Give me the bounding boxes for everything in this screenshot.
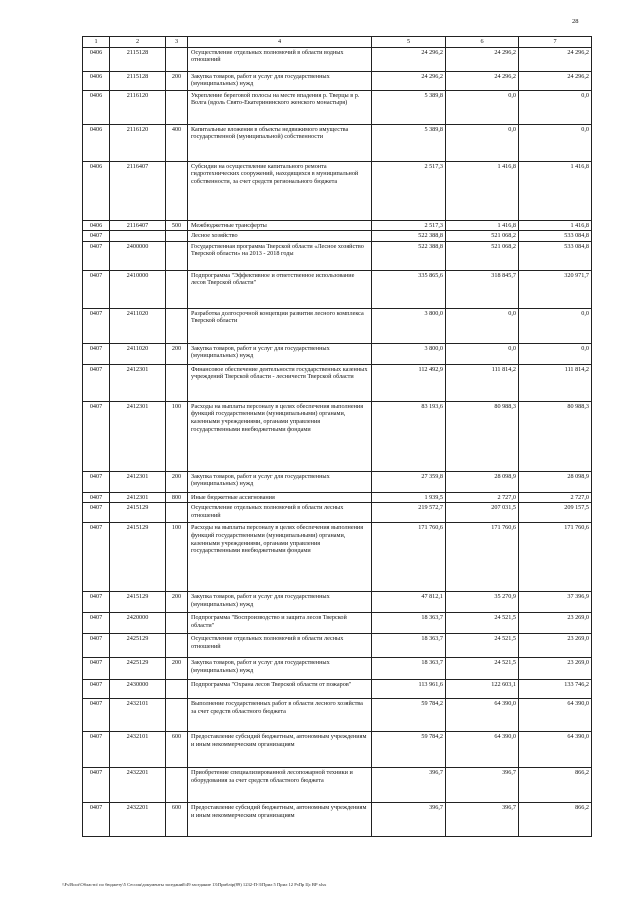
row-value-6-cell: 318 845,7: [446, 270, 519, 308]
row-type-cell: 200: [166, 71, 188, 90]
row-value-5-cell: 1 939,5: [372, 492, 446, 503]
file-path-footer: \\Fs\Boot\Области\ по бюджету\5 Сессия\документы заседаний\49 заседание 13\Приблiр(89) 1232-П-3\Прил 5 Прил 12 РзПр Цс ВР xlsx: [62, 882, 327, 887]
row-code-cell: 0407: [83, 270, 110, 308]
row-code-cell: 0407: [83, 680, 110, 699]
row-value-5-cell: 27 359,8: [372, 471, 446, 492]
row-value-7-cell: 23 269,0: [519, 658, 592, 680]
row-article-cell: 2411020: [110, 343, 166, 364]
header-cell: 3: [166, 37, 188, 48]
row-value-7-cell: 866,2: [519, 768, 592, 803]
row-name-cell: Приобретение специализированной лесопожарной техники и оборудования за счет средств областного бюджета: [188, 768, 372, 803]
table-row: [83, 492, 592, 503]
row-article-cell: 2410000: [110, 270, 166, 308]
row-type-cell: [166, 503, 188, 523]
table-row: [83, 768, 592, 803]
row-name-cell: Закупка товаров, работ и услуг для государственных (муниципальных) нужд: [188, 71, 372, 90]
row-type-cell: [166, 270, 188, 308]
row-code-cell: 0407: [83, 492, 110, 503]
row-name-cell: Предоставление субсидий бюджетным, автономным учреждениям и иным некоммерческим организациям: [188, 803, 372, 837]
row-type-cell: [166, 364, 188, 401]
row-value-5-cell: 112 492,9: [372, 364, 446, 401]
row-article-cell: 2430000: [110, 680, 166, 699]
table-row: [83, 503, 592, 523]
row-code-cell: 0407: [83, 343, 110, 364]
row-value-5-cell: 171 760,6: [372, 523, 446, 592]
row-type-cell: [166, 161, 188, 220]
row-name-cell: Осуществление отдельных полномочий в области водных отношений: [188, 47, 372, 71]
row-value-5-cell: 219 572,7: [372, 503, 446, 523]
row-code-cell: 0407: [83, 699, 110, 732]
row-value-7-cell: 80 988,3: [519, 401, 592, 471]
row-article-cell: 2425129: [110, 634, 166, 658]
row-code-cell: 0407: [83, 471, 110, 492]
table-row: [83, 634, 592, 658]
row-value-5-cell: 24 296,2: [372, 47, 446, 71]
row-value-5-cell: 5 389,8: [372, 90, 446, 124]
row-article-cell: 2432101: [110, 699, 166, 732]
row-value-6-cell: 0,0: [446, 343, 519, 364]
row-value-7-cell: 0,0: [519, 90, 592, 124]
table-row: [83, 231, 592, 242]
row-value-5-cell: 2 517,3: [372, 161, 446, 220]
row-value-5-cell: 396,7: [372, 768, 446, 803]
row-value-7-cell: 23 269,0: [519, 613, 592, 634]
row-value-7-cell: 533 084,8: [519, 241, 592, 270]
row-value-6-cell: 521 068,2: [446, 241, 519, 270]
row-name-cell: Государственная программа Тверской области «Лесное хозяйство Тверской области» на 2013 - 2018 годы: [188, 241, 372, 270]
row-value-5-cell: 18 363,7: [372, 658, 446, 680]
header-cell: 2: [110, 37, 166, 48]
row-value-6-cell: 28 098,9: [446, 471, 519, 492]
table-row: [83, 47, 592, 71]
table-row: [83, 592, 592, 613]
row-article-cell: 2432201: [110, 768, 166, 803]
row-article-cell: 2412301: [110, 492, 166, 503]
row-value-5-cell: 59 784,2: [372, 732, 446, 768]
header-cell: 6: [446, 37, 519, 48]
table-row: [83, 471, 592, 492]
row-value-6-cell: 2 727,0: [446, 492, 519, 503]
table-row: [83, 124, 592, 161]
row-value-6-cell: 24 521,5: [446, 658, 519, 680]
row-value-6-cell: 122 603,1: [446, 680, 519, 699]
row-value-6-cell: 24 521,5: [446, 613, 519, 634]
row-article-cell: 2116407: [110, 161, 166, 220]
row-value-7-cell: 133 746,2: [519, 680, 592, 699]
table-row: [83, 364, 592, 401]
row-code-cell: 0407: [83, 231, 110, 242]
row-value-5-cell: 113 961,6: [372, 680, 446, 699]
row-type-cell: 200: [166, 343, 188, 364]
row-type-cell: [166, 680, 188, 699]
row-article-cell: 2412301: [110, 401, 166, 471]
row-type-cell: [166, 90, 188, 124]
row-value-7-cell: 111 814,2: [519, 364, 592, 401]
header-cell: 4: [188, 37, 372, 48]
row-name-cell: Закупка товаров, работ и услуг для государственных (муниципальных) нужд: [188, 592, 372, 613]
row-code-cell: 0406: [83, 220, 110, 231]
row-value-6-cell: 24 296,2: [446, 71, 519, 90]
row-name-cell: Подпрограмма "Воспроизводство и защита лесов Тверской области": [188, 613, 372, 634]
row-value-7-cell: 866,2: [519, 803, 592, 837]
row-type-cell: 200: [166, 592, 188, 613]
row-value-6-cell: 396,7: [446, 803, 519, 837]
row-value-6-cell: 24 521,5: [446, 634, 519, 658]
row-type-cell: 100: [166, 523, 188, 592]
row-value-7-cell: 171 760,6: [519, 523, 592, 592]
row-value-6-cell: 0,0: [446, 90, 519, 124]
row-article-cell: 2425129: [110, 658, 166, 680]
header-cell: 5: [372, 37, 446, 48]
row-article-cell: 2412301: [110, 364, 166, 401]
row-value-6-cell: 111 814,2: [446, 364, 519, 401]
row-code-cell: 0406: [83, 161, 110, 220]
row-code-cell: 0407: [83, 803, 110, 837]
row-article-cell: 2411020: [110, 308, 166, 343]
row-name-cell: Разработка долгосрочной концепции развития лесного комплекса Тверской области: [188, 308, 372, 343]
row-value-6-cell: 207 031,5: [446, 503, 519, 523]
row-value-5-cell: 3 800,0: [372, 343, 446, 364]
table-row: [83, 161, 592, 220]
row-name-cell: Подпрограмма "Эффективное и ответственное использование лесов Тверской области": [188, 270, 372, 308]
row-value-6-cell: 35 270,9: [446, 592, 519, 613]
row-value-7-cell: 209 157,5: [519, 503, 592, 523]
row-type-cell: 800: [166, 492, 188, 503]
table-row: [83, 803, 592, 837]
row-value-6-cell: 1 416,8: [446, 161, 519, 220]
row-value-7-cell: 1 416,8: [519, 161, 592, 220]
row-value-5-cell: 2 517,3: [372, 220, 446, 231]
row-article-cell: 2116120: [110, 124, 166, 161]
row-type-cell: 200: [166, 471, 188, 492]
row-article-cell: 2115128: [110, 71, 166, 90]
row-value-6-cell: 80 988,3: [446, 401, 519, 471]
row-code-cell: 0407: [83, 658, 110, 680]
row-name-cell: Лесное хозяйство: [188, 231, 372, 242]
row-type-cell: 100: [166, 401, 188, 471]
row-code-cell: 0406: [83, 90, 110, 124]
row-article-cell: 2116120: [110, 90, 166, 124]
row-value-6-cell: 64 390,0: [446, 732, 519, 768]
table-row: [83, 523, 592, 592]
row-value-7-cell: 28 098,9: [519, 471, 592, 492]
table-row: [83, 90, 592, 124]
row-code-cell: 0407: [83, 634, 110, 658]
row-value-6-cell: 24 296,2: [446, 47, 519, 71]
table-row: [83, 308, 592, 343]
row-type-cell: 400: [166, 124, 188, 161]
row-code-cell: 0407: [83, 364, 110, 401]
row-value-7-cell: 23 269,0: [519, 634, 592, 658]
row-article-cell: 2415129: [110, 503, 166, 523]
table-row: [83, 401, 592, 471]
row-value-7-cell: 24 296,2: [519, 71, 592, 90]
row-code-cell: 0407: [83, 592, 110, 613]
row-name-cell: Закупка товаров, работ и услуг для государственных (муниципальных) нужд: [188, 658, 372, 680]
row-value-5-cell: 522 388,8: [372, 241, 446, 270]
table-row: [83, 220, 592, 231]
row-value-6-cell: 521 068,2: [446, 231, 519, 242]
row-type-cell: 200: [166, 658, 188, 680]
row-code-cell: 0407: [83, 523, 110, 592]
row-type-cell: [166, 231, 188, 242]
row-code-cell: 0406: [83, 47, 110, 71]
row-code-cell: 0406: [83, 71, 110, 90]
table-row: [83, 699, 592, 732]
row-type-cell: [166, 308, 188, 343]
row-article-cell: 2400000: [110, 241, 166, 270]
row-value-6-cell: 64 390,0: [446, 699, 519, 732]
row-value-7-cell: 2 727,0: [519, 492, 592, 503]
row-name-cell: Укрепление береговой полосы на месте впадения р. Тверцы в р. Волга (вдоль Свято-Екатерининского женского монастыря): [188, 90, 372, 124]
row-article-cell: 2116407: [110, 220, 166, 231]
row-name-cell: Субсидии на осуществление капитального ремонта гидротехнических сооружений, находящихся в муниципальной собственности, за счет средств регионального бюджета: [188, 161, 372, 220]
table-row: [83, 71, 592, 90]
row-value-6-cell: 396,7: [446, 768, 519, 803]
row-value-5-cell: 522 388,8: [372, 231, 446, 242]
budget-table: [82, 36, 592, 837]
row-value-5-cell: 5 389,8: [372, 124, 446, 161]
row-name-cell: Закупка товаров, работ и услуг для государственных (муниципальных) нужд: [188, 343, 372, 364]
row-value-5-cell: 83 193,6: [372, 401, 446, 471]
table-row: [83, 658, 592, 680]
row-value-6-cell: 0,0: [446, 308, 519, 343]
row-code-cell: 0407: [83, 401, 110, 471]
row-article-cell: 2420000: [110, 613, 166, 634]
row-value-5-cell: 59 784,2: [372, 699, 446, 732]
row-value-5-cell: 47 812,1: [372, 592, 446, 613]
row-value-5-cell: 3 800,0: [372, 308, 446, 343]
row-name-cell: Расходы на выплаты персоналу в целях обеспечения выполнения функций государственными (муниципальными) органами, казенными учреждениями, органами управления государственными внебюджетными фондами: [188, 523, 372, 592]
row-value-7-cell: 64 390,0: [519, 732, 592, 768]
row-type-cell: 600: [166, 732, 188, 768]
row-code-cell: 0407: [83, 241, 110, 270]
row-value-5-cell: 18 363,7: [372, 613, 446, 634]
row-value-7-cell: 24 296,2: [519, 47, 592, 71]
row-value-6-cell: 1 416,8: [446, 220, 519, 231]
row-code-cell: 0407: [83, 732, 110, 768]
row-name-cell: Межбюджетные трансферты: [188, 220, 372, 231]
row-article-cell: [110, 231, 166, 242]
row-code-cell: 0407: [83, 503, 110, 523]
row-article-cell: 2412301: [110, 471, 166, 492]
row-type-cell: [166, 699, 188, 732]
table-row: [83, 680, 592, 699]
row-name-cell: Предоставление субсидий бюджетным, автономным учреждениям и иным некоммерческим организациям: [188, 732, 372, 768]
row-value-7-cell: 64 390,0: [519, 699, 592, 732]
header-cell: 1: [83, 37, 110, 48]
row-article-cell: 2432101: [110, 732, 166, 768]
row-value-6-cell: 0,0: [446, 124, 519, 161]
page-number: 28: [572, 18, 579, 25]
row-type-cell: [166, 47, 188, 71]
row-article-cell: 2415129: [110, 523, 166, 592]
row-value-5-cell: 24 296,2: [372, 71, 446, 90]
row-value-7-cell: 320 971,7: [519, 270, 592, 308]
table-row: [83, 732, 592, 768]
row-name-cell: Осуществление отдельных полномочий в области лесных отношений: [188, 634, 372, 658]
row-value-5-cell: 396,7: [372, 803, 446, 837]
row-value-7-cell: 0,0: [519, 343, 592, 364]
row-name-cell: Выполнение государственных работ в области лесного хозяйства за счет средств областного бюджета: [188, 699, 372, 732]
row-type-cell: 500: [166, 220, 188, 231]
row-code-cell: 0407: [83, 768, 110, 803]
row-code-cell: 0406: [83, 124, 110, 161]
row-name-cell: Финансовое обеспечение деятельности государственных казенных учреждений Тверской области - лесничеств Тверской области: [188, 364, 372, 401]
table-row: [83, 343, 592, 364]
row-article-cell: 2432201: [110, 803, 166, 837]
budget-table-body: [83, 37, 592, 837]
table-header-row: [83, 37, 592, 48]
row-name-cell: Расходы на выплаты персоналу в целях обеспечения выполнения функций государственными (муниципальными) органами, казенными учреждениями, органами управления государственными внебюджетными фондами: [188, 401, 372, 471]
row-name-cell: Иные бюджетные ассигнования: [188, 492, 372, 503]
row-name-cell: Подпрограмма "Охрана лесов Тверской области от пожаров": [188, 680, 372, 699]
row-value-7-cell: 1 416,8: [519, 220, 592, 231]
row-type-cell: [166, 768, 188, 803]
row-value-5-cell: 335 865,6: [372, 270, 446, 308]
row-type-cell: [166, 241, 188, 270]
row-name-cell: Осуществление отдельных полномочий в области лесных отношений: [188, 503, 372, 523]
row-value-7-cell: 0,0: [519, 124, 592, 161]
header-cell: 7: [519, 37, 592, 48]
row-type-cell: [166, 634, 188, 658]
row-value-7-cell: 37 396,9: [519, 592, 592, 613]
row-value-6-cell: 171 760,6: [446, 523, 519, 592]
row-article-cell: 2115128: [110, 47, 166, 71]
row-value-5-cell: 18 363,7: [372, 634, 446, 658]
row-name-cell: Закупка товаров, работ и услуг для государственных (муниципальных) нужд: [188, 471, 372, 492]
row-value-7-cell: 533 084,8: [519, 231, 592, 242]
row-code-cell: 0407: [83, 613, 110, 634]
row-article-cell: 2415129: [110, 592, 166, 613]
row-type-cell: [166, 613, 188, 634]
row-type-cell: 600: [166, 803, 188, 837]
table-row: [83, 613, 592, 634]
row-code-cell: 0407: [83, 308, 110, 343]
table-row: [83, 270, 592, 308]
row-value-7-cell: 0,0: [519, 308, 592, 343]
table-row: [83, 241, 592, 270]
row-name-cell: Капитальные вложения в объекты недвижимого имущества государственной (муниципальной) собственности: [188, 124, 372, 161]
